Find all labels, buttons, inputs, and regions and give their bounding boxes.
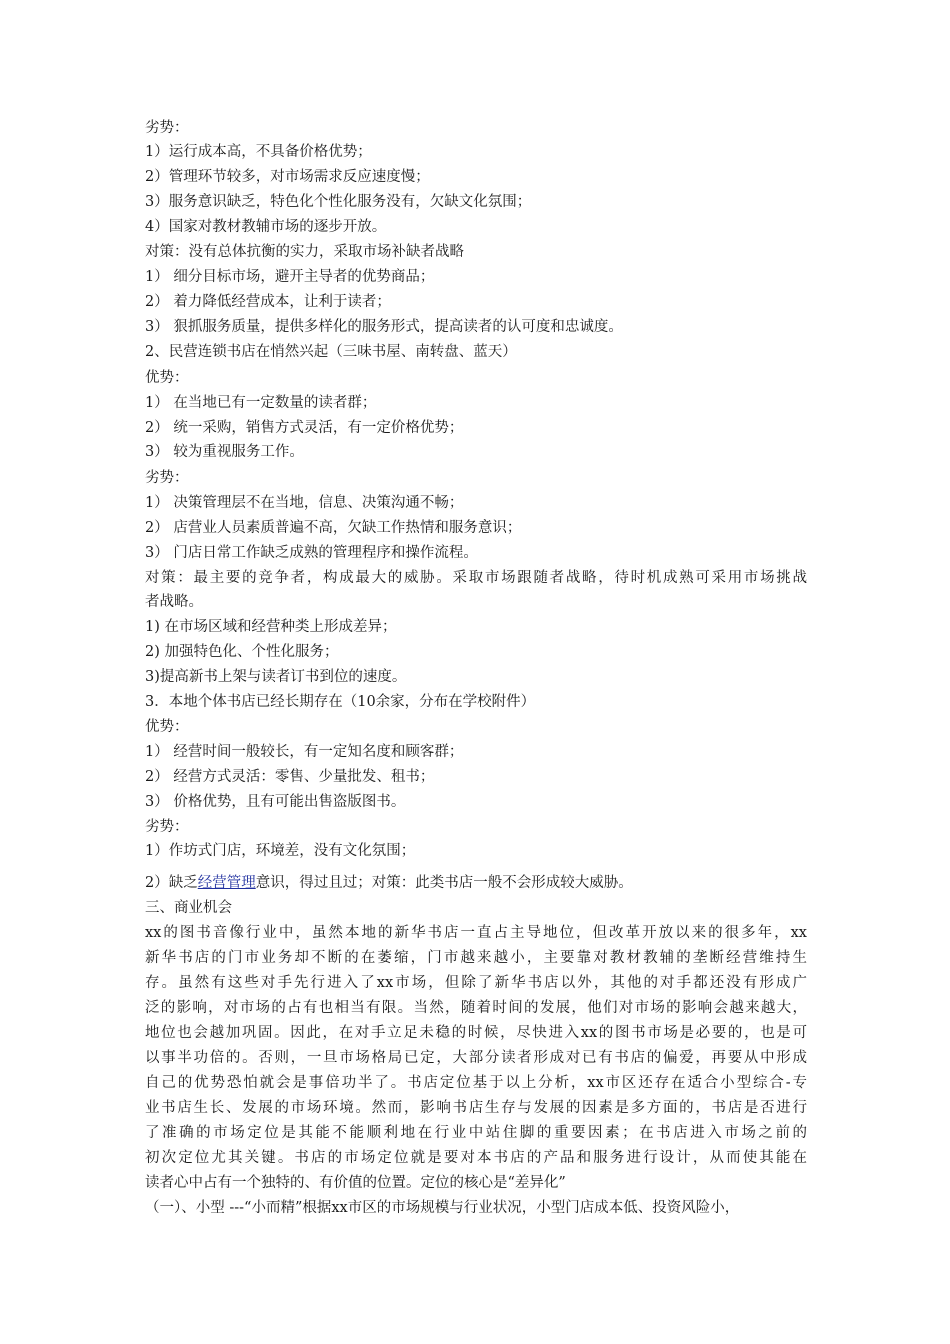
paragraph-line: 者战略。 <box>145 594 203 610</box>
paragraph-line: 新华书店的门市业务却不断的在萎缩，门市越来越小，主要靠对教材教辅的垄断经营维持生 <box>145 950 807 966</box>
paragraph-line: 泛的影响，对市场的占有也相当有限。当然，随着时间的发展，他们对市场的影响会越来越大， <box>145 1000 807 1016</box>
paragraph-line: 读者心中占有一个独特的、有价值的位置。定位的核心是“差异化” <box>145 1175 566 1191</box>
paragraph-line-link <box>145 873 807 893</box>
paragraph-line: 3）服务意识缺乏，特色化个性化服务没有，欠缺文化氛围； <box>145 194 532 210</box>
paragraph-line: 了准确的市场定位是其能不能顺利地在行业中站住脚的重要因素；在书店进入市场之前的 <box>145 1125 807 1141</box>
paragraph-line: 1）作坊式门店，环境差，没有文化氛围； <box>145 843 416 859</box>
paragraph-line: 业书店生长、发展的市场环境。然而，影响书店生存与发展的因素是多方面的，书店是否进行 <box>145 1100 807 1116</box>
paragraph-line: 1） 细分目标市场，避开主导者的优势商品； <box>145 269 435 285</box>
paragraph-line: 地位也会越加巩固。因此，在对手立足未稳的时候，尽快进入xx的图书市场是必要的，也是可 <box>145 1025 807 1041</box>
paragraph-line: 存。虽然有这些对手先行进入了xx市场，但除了新华书店以外，其他的对手都还没有形成广 <box>145 975 807 991</box>
paragraph-line: 1） 决策管理层不在当地，信息、决策沟通不畅； <box>145 495 464 511</box>
paragraph-line: 2、民营连锁书店在悄然兴起（三味书屋、南转盘、蓝天） <box>145 344 517 360</box>
paragraph-line: 初次定位尤其关键。书店的市场定位就是要对本书店的产品和服务进行设计，从而使其能在 <box>145 1150 807 1166</box>
paragraph-line: 1) 在市场区域和经营种类上形成差异； <box>145 619 397 635</box>
paragraph-line: 以事半功倍的。否则，一旦市场格局已定，大部分读者形成对已有书店的偏爱，再要从中形成 <box>145 1050 807 1066</box>
paragraph-line: 4）国家对教材教辅市场的逐步开放。 <box>145 219 387 235</box>
paragraph-line: 1） 经营时间一般较长，有一定知名度和顾客群； <box>145 744 464 760</box>
paragraph-line: 3） 狠抓服务质量，提供多样化的服务形式，提高读者的认可度和忠诚度。 <box>145 319 623 335</box>
paragraph-line: 2） 统一采购，销售方式灵活，有一定价格优势； <box>145 420 464 436</box>
paragraph-line: 自己的优势恐怕就会是事倍功半了。书店定位基于以上分析，xx市区还存在适合小型综合-专 <box>145 1075 807 1091</box>
paragraph-line: xx的图书音像行业中，虽然本地的新华书店一直占主导地位，但改革开放以来的很多年，xx <box>145 925 807 941</box>
paragraph-line: 3） 较为重视服务工作。 <box>145 444 304 460</box>
paragraph-line: 三、商业机会 <box>145 900 232 916</box>
paragraph-line: 2) 加强特色化、个性化服务； <box>145 644 339 660</box>
paragraph-line: 对策：最主要的竞争者，构成最大的威胁。采取市场跟随者战略，待时机成熟可采用市场挑战 <box>145 570 807 586</box>
paragraph-line: （一）、小型 ---“小而精”根据xx市区的市场规模与行业状况，小型门店成本低、投资风险小， <box>145 1200 740 1216</box>
paragraph-line: 3．本地个体书店已经长期存在（10余家，分布在学校附件） <box>145 694 536 710</box>
paragraph-line: 1） 在当地已有一定数量的读者群； <box>145 395 377 411</box>
paragraph-line: 劣势： <box>145 819 189 835</box>
paragraph-line: 3)提高新书上架与读者订书到位的速度。 <box>145 669 407 685</box>
paragraph-line: 劣势： <box>145 470 189 486</box>
paragraph-line: 优势： <box>145 370 189 386</box>
paragraph-line: 3） 价格优势，且有可能出售盗版图书。 <box>145 794 406 810</box>
business-management-link[interactable]: 经营管理 <box>197 875 256 891</box>
paragraph-line: 2） 着力降低经营成本，让利于读者； <box>145 294 391 310</box>
paragraph-line: 劣势： <box>145 120 189 136</box>
paragraph-line: 优势： <box>145 719 189 735</box>
paragraph-line: 2） 店营业人员素质普遍不高，欠缺工作热情和服务意识； <box>145 520 522 536</box>
paragraph-line: 对策：没有总体抗衡的实力，采取市场补缺者战略 <box>145 244 464 260</box>
paragraph-line: 2）管理环节较多，对市场需求反应速度慢； <box>145 169 430 185</box>
paragraph-line: 1）运行成本高，不具备价格优势； <box>145 144 372 160</box>
link-line-prefix: 2）缺乏 <box>145 875 198 891</box>
link-line-suffix: 意识，得过且过；对策：此类书店一般不会形成较大威胁。 <box>255 875 633 891</box>
paragraph-line: 3） 门店日常工作缺乏成熟的管理程序和操作流程。 <box>145 545 478 561</box>
paragraph-line: 2） 经营方式灵活：零售、少量批发、租书； <box>145 769 435 785</box>
